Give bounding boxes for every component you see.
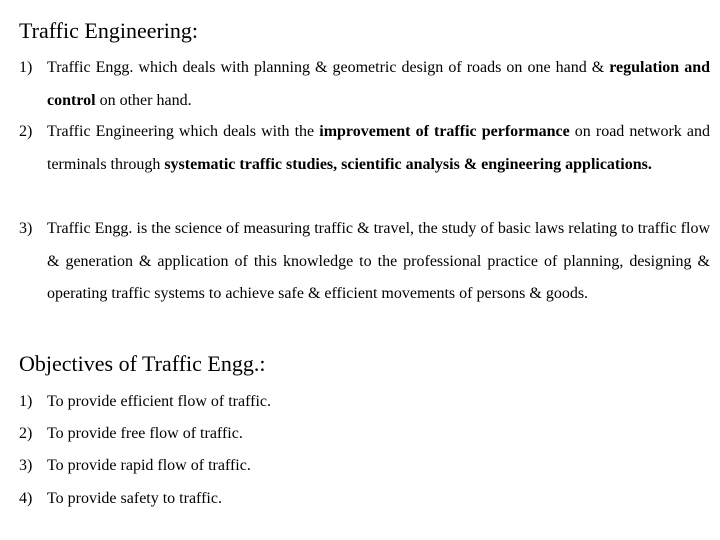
item-number: 4) <box>19 490 33 507</box>
objective-item <box>19 450 710 483</box>
definition-item <box>19 213 710 311</box>
objective-item <box>19 418 710 451</box>
item-text-part: Traffic Engineering which deals with the <box>47 123 320 140</box>
item-text <box>47 52 710 117</box>
item-bold-text: improvement of traffic performance <box>319 123 570 140</box>
objective-item <box>19 386 710 419</box>
item-number: 1) <box>19 393 33 410</box>
item-text-part: on road network and terminals through <box>47 123 710 173</box>
objective-item <box>19 483 710 516</box>
item-number: 2) <box>19 425 33 442</box>
item-text <box>47 116 710 181</box>
item-text: To provide efficient flow of traffic. <box>47 393 271 410</box>
item-text: To provide rapid flow of traffic. <box>47 457 251 474</box>
section-heading-objectives: Objectives of Traffic Engg.: <box>19 351 266 376</box>
item-text: Traffic Engg. is the science of measuring traffic & travel, the study of basic laws relating to traffic flow & generation & application of this knowledge to the professional practice of planning, designing & operating traffic systems to achieve safe & efficient movements of persons & goods. <box>47 220 710 302</box>
item-bold-text: regulation and control <box>47 59 711 109</box>
item-text: To provide safety to traffic. <box>47 490 222 507</box>
definition-item <box>19 116 710 181</box>
item-text-part: on other hand. <box>95 91 192 109</box>
item-number: 1) <box>19 59 33 76</box>
section-heading-traffic-engineering: Traffic Engineering: <box>19 18 199 43</box>
item-number: 2) <box>19 123 33 140</box>
item-number: 3) <box>19 220 33 237</box>
item-number: 3) <box>19 457 33 474</box>
item-text-part: Traffic Engg. which deals with planning & geometric design of roads on one hand & <box>47 59 610 76</box>
item-bold-text: systematic traffic studies, scientific analysis & engineering applications. <box>164 155 652 173</box>
item-text: To provide free flow of traffic. <box>47 425 243 442</box>
definition-item <box>19 52 710 117</box>
